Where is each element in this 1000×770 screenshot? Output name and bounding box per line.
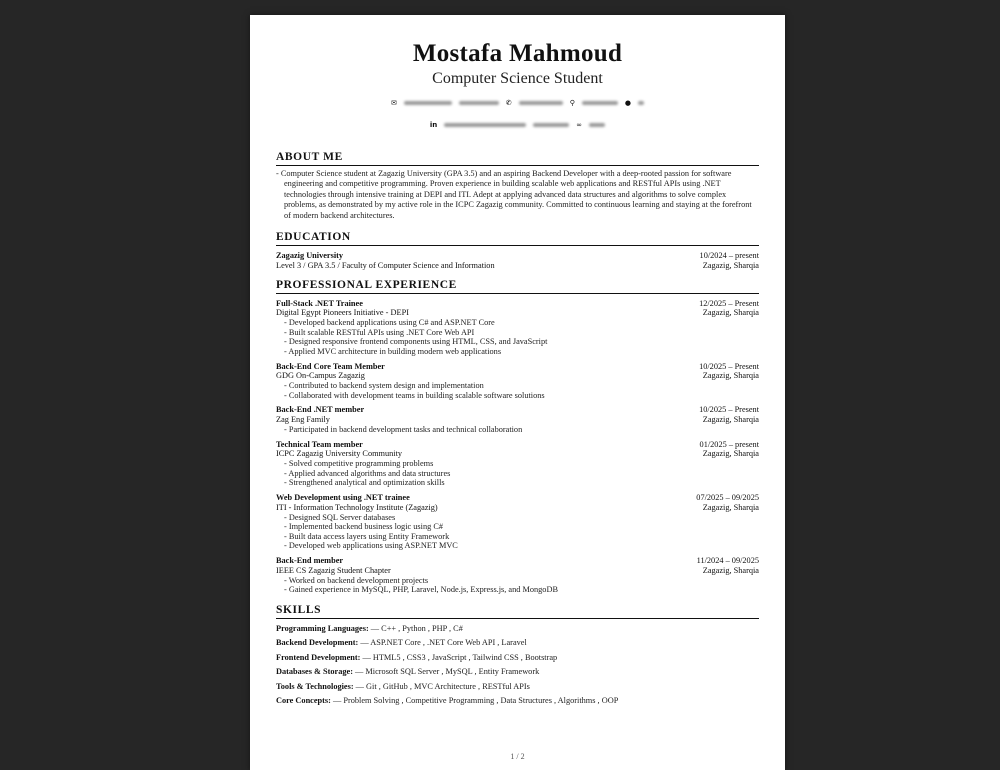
bullet-item: - Applied advanced algorithms and data structures bbox=[284, 469, 759, 479]
skill-label: Databases & Storage: bbox=[276, 667, 353, 677]
experience-date: 07/2025 – 09/2025 bbox=[696, 492, 759, 502]
bullet-item: - Participated in backend development tasks and technical collaboration bbox=[284, 425, 759, 435]
bullet-item: - Gained experience in MySQL, PHP, Laravel, Node.js, Express.js, and MongoDB bbox=[284, 585, 759, 595]
experience-org: Zag Eng Family bbox=[276, 415, 330, 425]
bullet-item: - Collaborated with development teams in building scalable software solutions bbox=[284, 391, 759, 401]
experience-org: Digital Egypt Pioneers Initiative - DEPI bbox=[276, 308, 409, 318]
email-icon: ✉ bbox=[391, 99, 397, 107]
candidate-name: Mostafa Mahmoud bbox=[412, 40, 623, 67]
experience-title: Back-End member bbox=[276, 555, 344, 565]
skill-row bbox=[276, 624, 759, 634]
education-entry bbox=[276, 251, 759, 271]
redacted-email-domain bbox=[459, 101, 499, 105]
skill-value: — Microsoft SQL Server , MySQL , Entity Framework bbox=[352, 667, 540, 677]
experience-location: Zagazig, Sharqia bbox=[702, 371, 759, 381]
redacted-link bbox=[589, 123, 605, 127]
experience-title: Back-End Core Team Member bbox=[276, 361, 385, 371]
skills-section-title: SKILLS bbox=[276, 604, 759, 619]
education-details: Level 3 / GPA 3.5 / Faculty of Computer Science and Information bbox=[276, 260, 495, 270]
skill-label: Programming Languages: bbox=[276, 623, 369, 633]
location-icon: ⚲ bbox=[569, 99, 575, 107]
experience-org: IEEE CS Zagazig Student Chapter bbox=[276, 565, 391, 575]
education-date: 10/2024 – present bbox=[699, 251, 759, 261]
experience-title: Back-End .NET member bbox=[276, 405, 365, 415]
bullet-item: - Designed responsive frontend components using HTML, CSS, and JavaScript bbox=[284, 337, 759, 347]
bullet-item: - Built scalable RESTful APIs using .NET Core Web API bbox=[284, 328, 759, 338]
redacted-linkedin bbox=[444, 123, 526, 127]
skill-label: Backend Development: bbox=[276, 638, 359, 648]
link-icon[interactable]: ∞ bbox=[576, 121, 583, 129]
resume-page bbox=[250, 15, 785, 770]
education-section-title: EDUCATION bbox=[276, 231, 759, 246]
redacted-linkedin-extra bbox=[533, 123, 569, 127]
resume-content bbox=[276, 39, 759, 706]
experience-bullets bbox=[276, 425, 759, 435]
skill-label: Tools & Technologies: bbox=[276, 681, 354, 691]
bullet-item: - Solved competitive programming problems bbox=[284, 459, 759, 469]
bullet-item: - Implemented backend business logic using C# bbox=[284, 522, 759, 532]
skill-row bbox=[276, 638, 759, 648]
experience-location: Zagazig, Sharqia bbox=[702, 565, 759, 575]
experience-location: Zagazig, Sharqia bbox=[702, 449, 759, 459]
skill-value: — ASP.NET Core , .NET Core Web API , Laravel bbox=[358, 638, 527, 648]
experience-bullets bbox=[276, 381, 759, 400]
experience-org: ICPC Zagazig University Community bbox=[276, 449, 403, 459]
about-section-title: ABOUT ME bbox=[276, 151, 759, 166]
experience-location: Zagazig, Sharqia bbox=[702, 415, 759, 425]
phone-icon: ✆ bbox=[505, 99, 512, 107]
skill-row bbox=[276, 682, 759, 692]
experience-entry bbox=[276, 299, 759, 357]
redacted-email bbox=[404, 101, 452, 105]
experience-entry bbox=[276, 405, 759, 434]
candidate-subtitle: Computer Science Student bbox=[432, 70, 603, 87]
redacted-github bbox=[638, 101, 644, 105]
experience-title: Full-Stack .NET Trainee bbox=[276, 298, 363, 308]
experience-location: Zagazig, Sharqia bbox=[702, 308, 759, 318]
experience-entry bbox=[276, 440, 759, 488]
page-number: 1 / 2 bbox=[510, 752, 525, 761]
redacted-phone bbox=[519, 101, 563, 105]
bullet-item: - Strengthened analytical and optimization skills bbox=[284, 478, 759, 488]
experience-bullets bbox=[276, 576, 759, 595]
contact-row-primary bbox=[276, 97, 759, 109]
skill-row bbox=[276, 696, 759, 706]
experience-entry bbox=[276, 362, 759, 401]
experience-bullets bbox=[276, 459, 759, 488]
experience-date: 01/2025 – present bbox=[699, 439, 759, 449]
github-icon[interactable]: ● bbox=[624, 99, 631, 107]
contact-row-secondary bbox=[276, 119, 759, 131]
linkedin-icon[interactable]: in bbox=[429, 121, 438, 129]
bullet-item: - Worked on backend development projects bbox=[284, 576, 759, 586]
experience-title: Technical Team member bbox=[276, 439, 363, 449]
skill-label: Core Concepts: bbox=[276, 696, 331, 706]
experience-entry bbox=[276, 556, 759, 595]
experience-section-title: PROFESSIONAL EXPERIENCE bbox=[276, 279, 759, 294]
experience-date: 11/2024 – 09/2025 bbox=[696, 555, 759, 565]
experience-title: Web Development using .NET trainee bbox=[276, 492, 410, 502]
bullet-item: - Contributed to backend system design and implementation bbox=[284, 381, 759, 391]
skill-value: — Problem Solving , Competitive Programming , Data Structures , Algorithms , OOP bbox=[330, 696, 619, 706]
experience-date: 10/2025 – Present bbox=[699, 361, 759, 371]
skill-row bbox=[276, 653, 759, 663]
skill-row bbox=[276, 667, 759, 677]
experience-org: GDG On-Campus Zagazig bbox=[276, 371, 365, 381]
education-school: Zagazig University bbox=[276, 251, 344, 261]
bullet-item: - Developed backend applications using C# and ASP.NET Core bbox=[284, 318, 759, 328]
experience-org: ITI - Information Technology Institute (Zagazig) bbox=[276, 502, 438, 512]
experience-bullets bbox=[276, 318, 759, 356]
bullet-item: - Designed SQL Server databases bbox=[284, 513, 759, 523]
experience-location: Zagazig, Sharqia bbox=[702, 502, 759, 512]
skill-value: — C++ , Python , PHP , C# bbox=[368, 623, 463, 633]
experience-bullets bbox=[276, 513, 759, 551]
experience-date: 10/2025 – Present bbox=[699, 405, 759, 415]
skill-value: — HTML5 , CSS3 , JavaScript , Tailwind CSS , Bootstrap bbox=[360, 652, 558, 662]
redacted-location bbox=[582, 101, 618, 105]
experience-entry bbox=[276, 493, 759, 551]
about-text: - Computer Science student at Zagazig University (GPA 3.5) and an aspiring Backend Developer with a deep-rooted passion for software engineering and competitive programming. Proven experience in building scalable web applications and RESTful APIs using .NET technologies through intensive training at DEPI and ITI. Adept at applying advanced data structures and algorithms to solve complex problems, as demonstrated by my active role in the ICPC Zagazig community. Committed to continuous learning and staying at the forefront of modern backend architectures. bbox=[276, 169, 752, 220]
skill-value: — Git , GitHub , MVC Architecture , RESTful APIs bbox=[353, 681, 530, 691]
bullet-item: - Developed web applications using ASP.NET MVC bbox=[284, 541, 759, 551]
bullet-item: - Applied MVC architecture in building modern web applications bbox=[284, 347, 759, 357]
skill-label: Frontend Development: bbox=[276, 652, 361, 662]
experience-date: 12/2025 – Present bbox=[699, 298, 759, 308]
education-location: Zagazig, Sharqia bbox=[702, 260, 759, 270]
bullet-item: - Built data access layers using Entity Framework bbox=[284, 532, 759, 542]
